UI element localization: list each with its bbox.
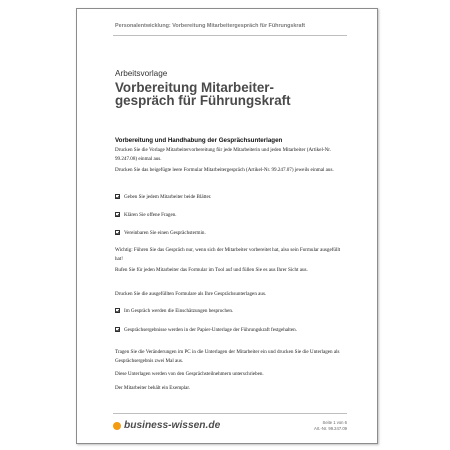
page-number: Seite 1 von 6 (322, 420, 347, 425)
paragraph-print-results: Drucken Sie die ausgefüllten Formulare als Ihre Gesprächsunterlagen aus. (115, 291, 267, 297)
checkbox-checked-icon (115, 230, 120, 235)
logo-text: business-wissen.de (124, 420, 221, 431)
document-page (76, 8, 378, 444)
checklist-item-text: Geben Sie jedem Mitarbeiter beide Blätter. (124, 194, 212, 200)
paragraph-enter-changes: Tragen Sie die Veränderungen im PC in die Unterlagen der Mitarbeiter ein und drucken Sie die Unterlagen als Gesprächsergebnis zwei Mal aus. (115, 349, 340, 364)
footer-divider (113, 413, 347, 414)
paragraph-signatures: Diese Unterlagen werden von den Gesprächsteilnehmern unterschrieben. (115, 371, 264, 377)
checklist-item-text: Vereinbaren Sie einen Gesprächstermin. (124, 230, 206, 236)
header-divider (113, 35, 347, 36)
brand-logo (113, 420, 220, 431)
document-title-line-2: gespräch für Führungskraft (115, 93, 291, 109)
checklist-item-text: Gesprächsergebnisse werden in der Papier-Unterlage der Führungskraft festgehalten. (124, 327, 297, 333)
paragraph-print-form: Drucken Sie das beigefügte leere Formular Mitarbeitergespräch (Artikel-Nr. 99.247.07) jeweils einmal aus. (115, 167, 334, 173)
checkbox-checked-icon (115, 194, 120, 199)
document-title-line-1: Vorbereitung Mitarbeiter- (115, 80, 274, 95)
checklist-item-text: Klären Sie offene Fragen. (124, 212, 177, 218)
page-info (314, 420, 347, 432)
checkbox-checked-icon (115, 308, 120, 313)
paragraph-print-templates: Drucken Sie die Vorlage Mitarbeitervorbereitung für jede Mitarbeiterin und jeden Mitarbeiter (Artikel-Nr. 99.247.08) einmal aus. (115, 147, 331, 162)
article-number: Art.-Nr. 99.247.09 (313, 426, 347, 431)
checkbox-checked-icon (115, 327, 120, 332)
checklist-item-text: Im Gespräch werden die Einschätzungen besprochen. (124, 308, 234, 314)
section-heading: Vorbereitung und Handhabung der Gesprächsunterlagen (115, 137, 283, 144)
checkbox-checked-icon (115, 212, 120, 217)
document-type: Arbeitsvorlage (115, 69, 168, 78)
paragraph-fill-form: Rufen Sie für jeden Mitarbeiter das Formular im Tool auf und füllen Sie es aus Ihrer Sicht aus. (115, 267, 308, 273)
running-header: Personalentwicklung: Vorbereitung Mitarbeitergespräch für Führungskraft (115, 23, 306, 29)
paragraph-important-note: Wichtig: Führen Sie das Gespräch nur, wenn sich der Mitarbeiter vorbereitet hat, also sein Formular ausgefüllt hat! (115, 247, 341, 262)
logo-dot-icon (113, 422, 121, 430)
document-title (115, 81, 355, 108)
paragraph-copy: Der Mitarbeiter behält ein Exemplar. (115, 385, 191, 391)
